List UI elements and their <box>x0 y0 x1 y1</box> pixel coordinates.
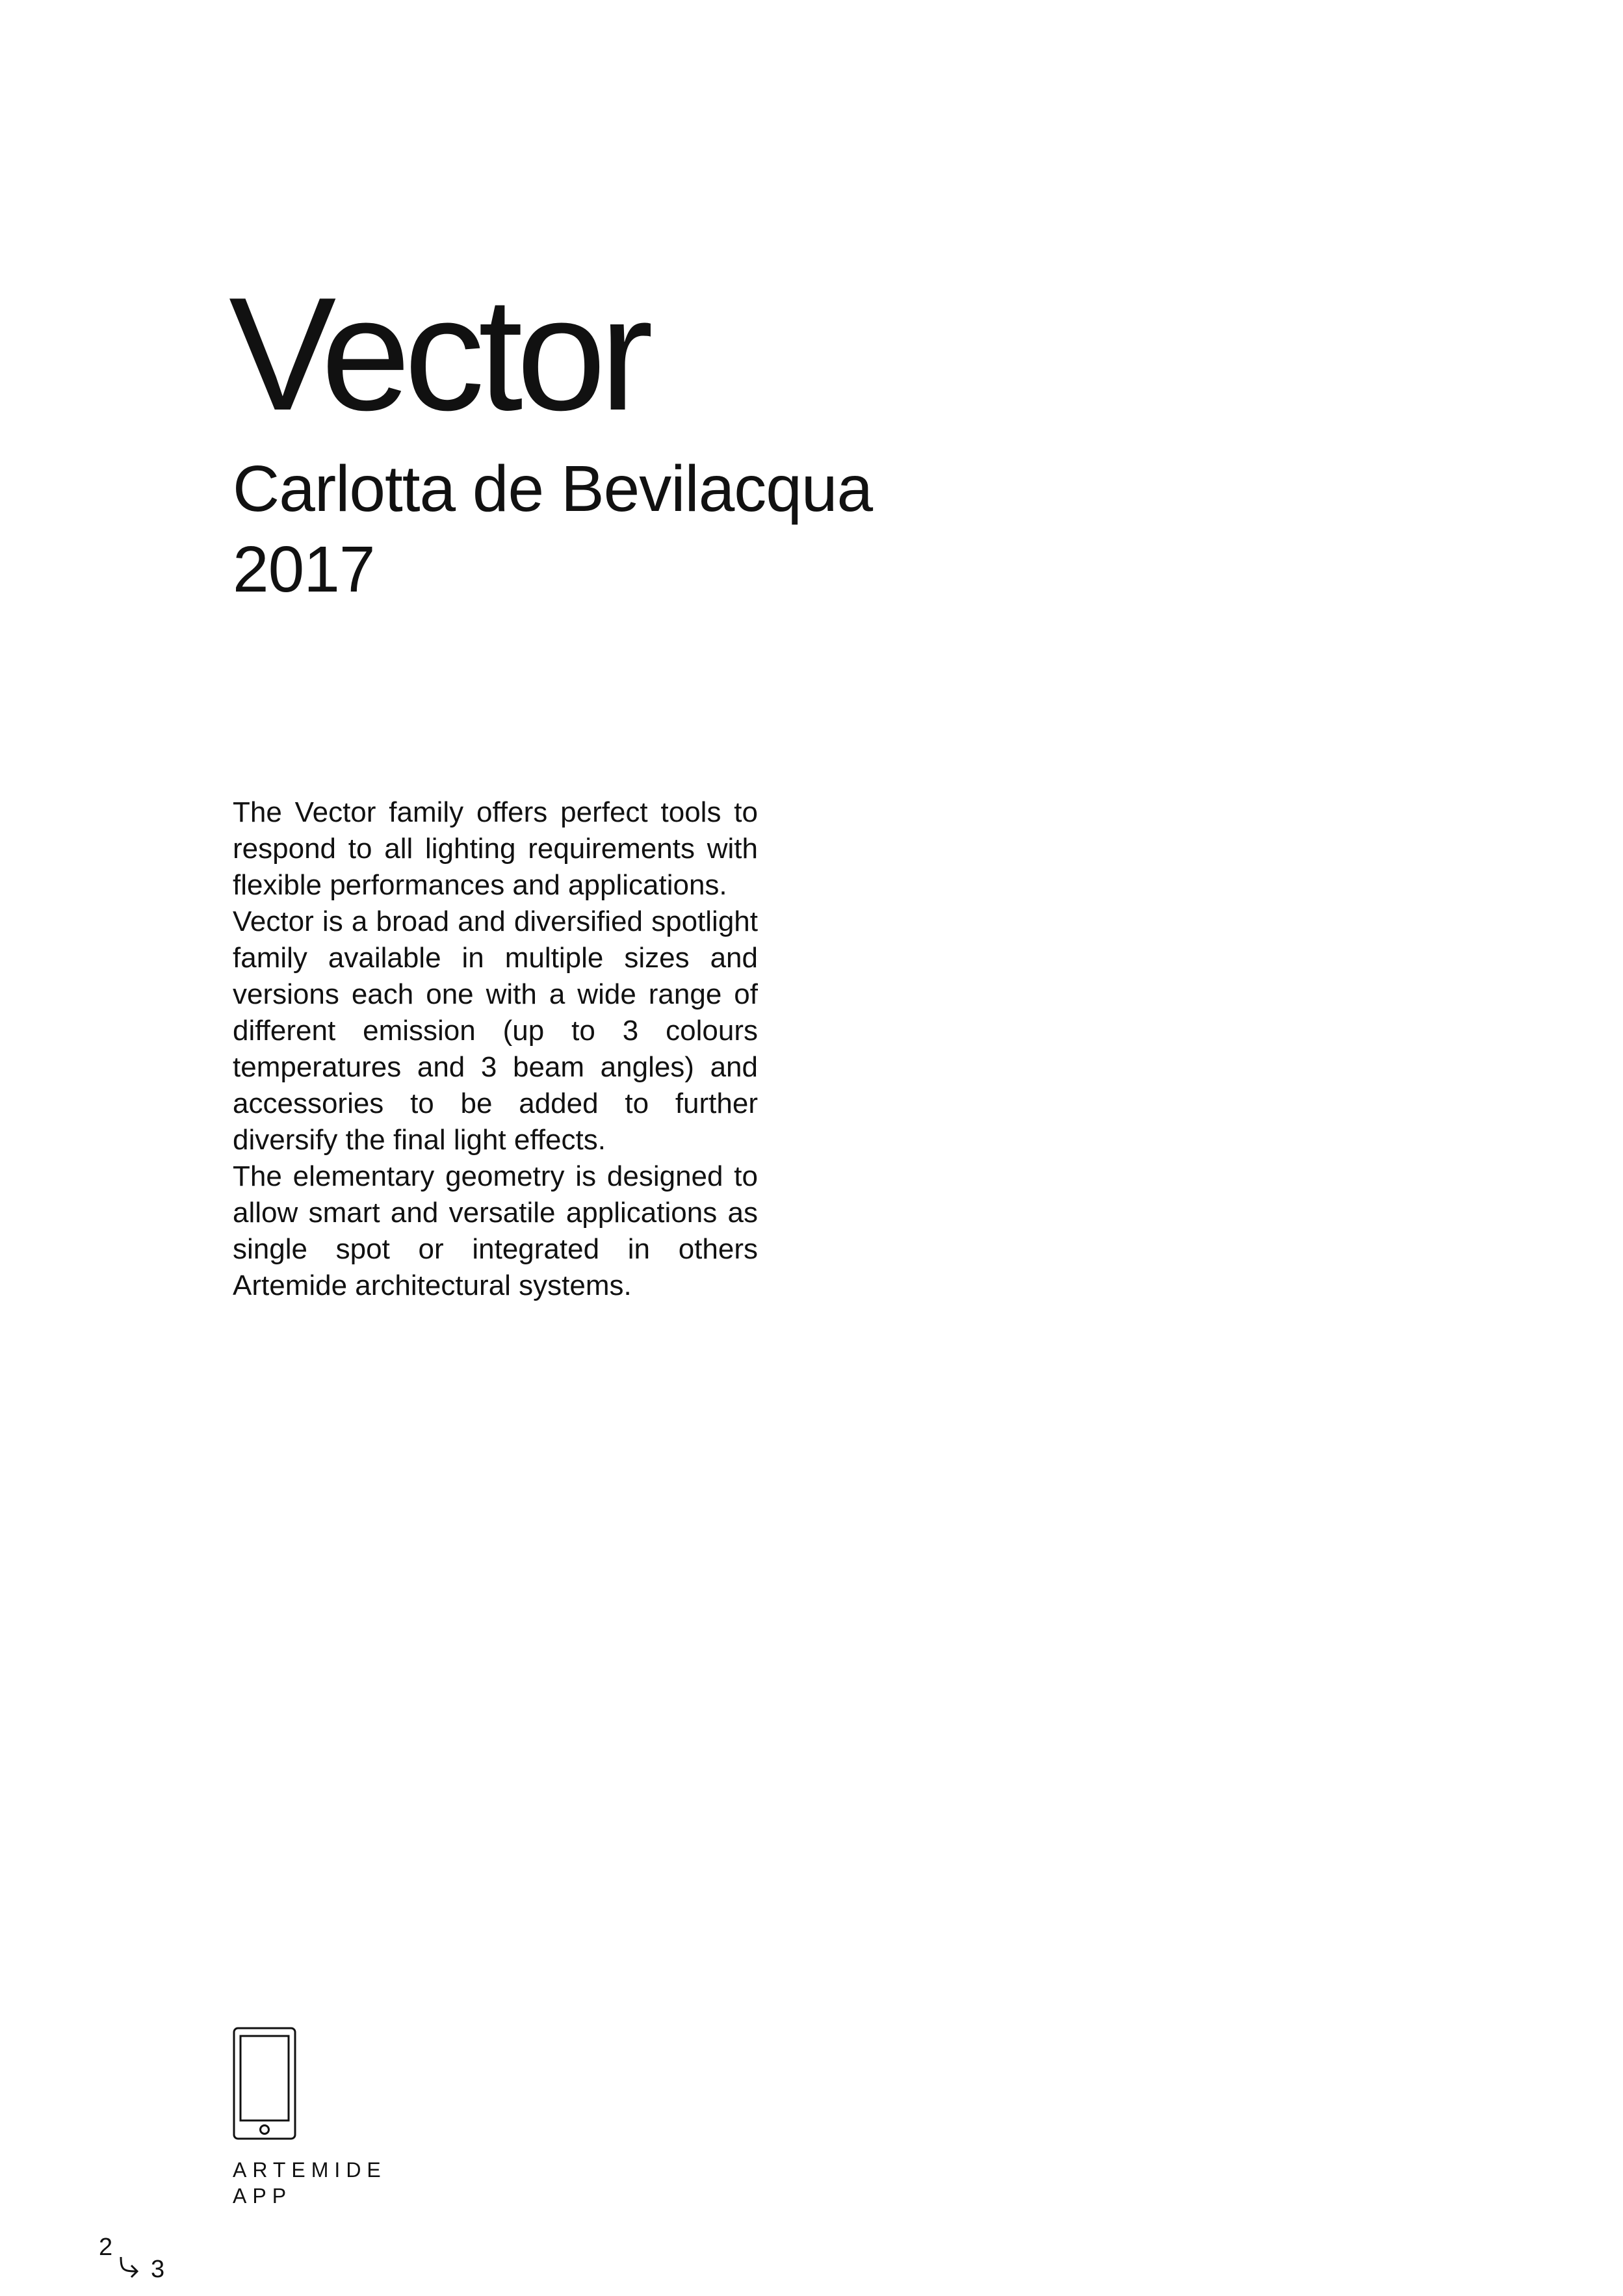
description-text <box>233 794 758 1304</box>
artemide-app-label[interactable] <box>233 2157 387 2209</box>
current-page-number: 2 <box>99 2234 113 2261</box>
description-paragraph: The elementary geometry is designed to allow smart and versatile applications as single spot or integrated in others Artemide architectural systems. <box>233 1160 758 1301</box>
app-label-line2: APP <box>233 2184 292 2208</box>
smartphone-icon[interactable] <box>233 2027 296 2140</box>
app-label-line1: ARTEMIDE <box>233 2158 387 2182</box>
description-paragraph: Vector is a broad and diversified spotlight family available in multiple sizes and versions each one with a wide range of different emission (up to 3 colours temperatures and 3 beam angles) and accessories to be added to further diversify the final light effects. <box>233 906 758 1156</box>
next-page-number: 3 <box>151 2256 165 2283</box>
page-title: Vector <box>229 263 647 444</box>
description-paragraph: The Vector family offers perfect tools to respond to all lighting requirements with flexible performances and applications. <box>233 796 758 901</box>
designer-name: Carlotta de Bevilacqua <box>233 452 873 525</box>
page-navigation[interactable] <box>99 2234 177 2286</box>
return-arrow-icon <box>117 2256 142 2279</box>
design-year: 2017 <box>233 533 375 606</box>
title-meta <box>233 449 872 610</box>
